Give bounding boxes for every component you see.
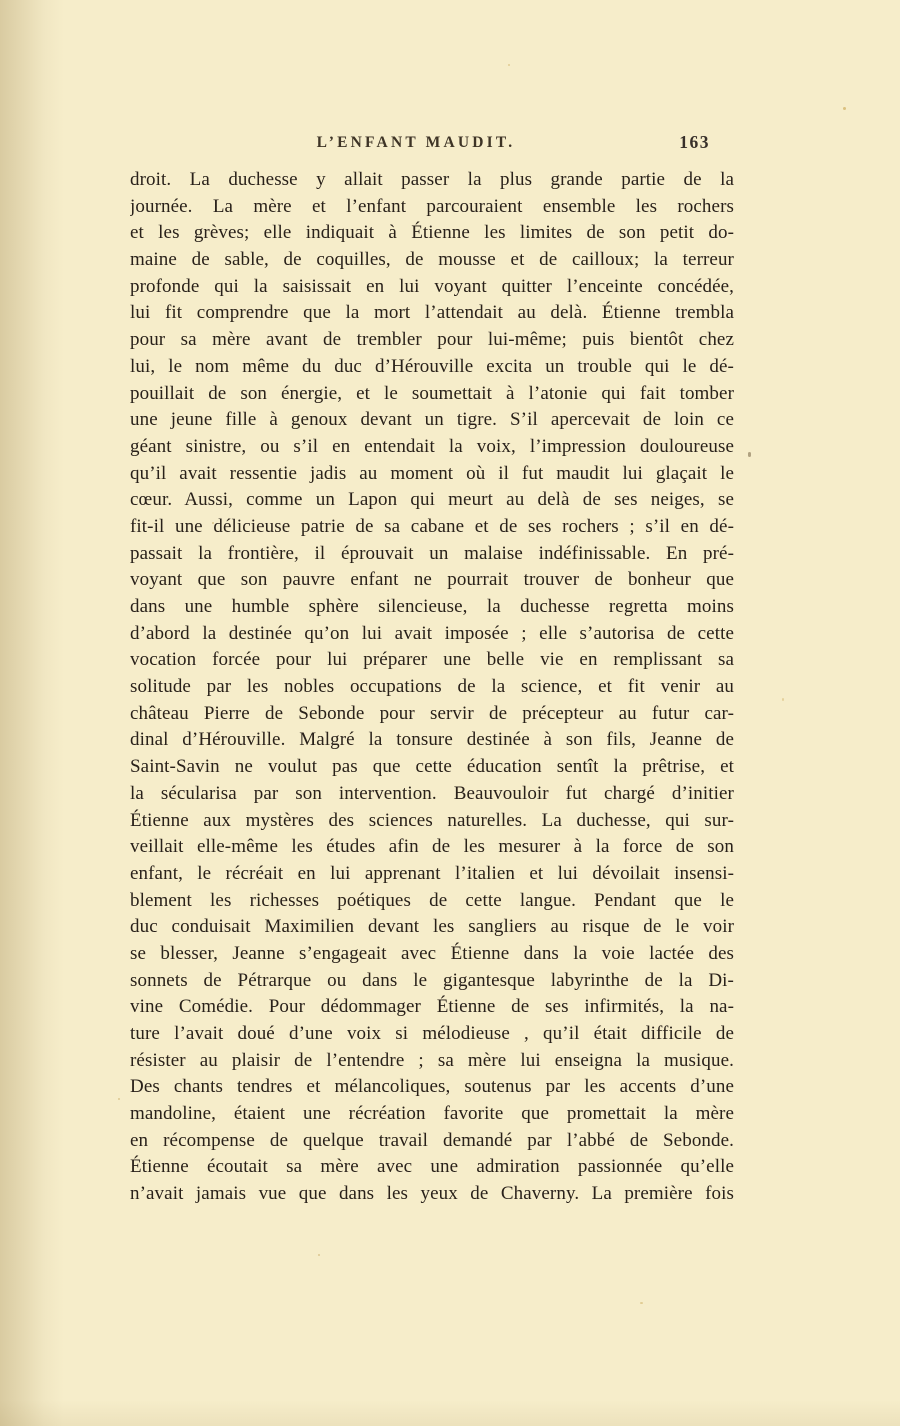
text-line: Étienne écoutait sa mère avec une admiration passionnée qu’elle [130,1156,734,1178]
text-line: lui, le nom même du duc d’Hérouville excita un trouble qui le dé- [130,355,734,377]
bottom-shadow [0,1400,900,1426]
text-line: enfant, le récréait en lui apprenant l’italien et lui dévoilait insensi- [130,862,734,884]
text-line: dans une humble sphère silencieuse, la duchesse regretta moins [130,596,734,617]
header-title: L’ENFANT MAUDIT. [316,134,516,151]
text-line: cœur. Aussi, comme un Lapon qui meurt au delà de ses neiges, se [130,489,734,511]
text-line: château Pierre de Sebonde pour servir de précepteur au futur car- [130,702,734,724]
text-line: mandoline, étaient une récréation favorite que promettait la mère [130,1103,734,1125]
text-line: d’abord la destinée qu’on lui avait imposée ; elle s’autorisa de cette [130,622,734,644]
paper-speck [118,1098,120,1100]
text-line: journée. La mère et l’enfant parcouraient ensemble les rochers [130,195,734,217]
text-line: ture l’avait doué d’une voix si mélodieuse , qu’il était difficile de [130,1023,734,1044]
ink-mark [748,452,751,457]
page-number: 163 [679,132,710,152]
text-line: Étienne aux mystères des sciences naturelles. La duchesse, qui sur- [130,809,734,831]
paper-speck [640,1302,643,1304]
text-line: droit. La duchesse y allait passer la plus grande partie de la [130,169,734,190]
text-line: la sécularisa par son intervention. Beauvouloir fut chargé d’initier [130,782,734,804]
text-line: géant sinistre, ou s’il en entendait la voix, l’impression douloureuse [130,435,734,457]
text-line: vine Comédie. Pour dédommager Étienne de ses infirmités, la na- [130,996,734,1018]
paper-speck [508,64,510,66]
text-line: blement les richesses poétiques de cette langue. Pendant que le [130,889,734,911]
paper-speck [843,107,846,110]
text-line: n’avait jamais vue que dans les yeux de Chaverny. La première fois [130,1183,734,1205]
text-line: en récompense de quelque travail demandé par l’abbé de Sebonde. [130,1129,734,1151]
text-line: maine de sable, de coquilles, de mousse et de cailloux; la terreur [130,249,734,271]
text-line: qu’il avait ressentie jadis au moment où il fut maudit lui glaçait le [130,462,734,484]
text-line: duc conduisait Maximilien devant les sangliers au risque de le voir [130,916,734,938]
text-line: lui fit comprendre que la mort l’attendait au delà. Étienne trembla [130,302,734,324]
text-line: solitude par les nobles occupations de la science, et fit venir au [130,676,734,698]
scan-edge-shadow [0,0,64,1426]
text-line: vocation forcée pour lui préparer une belle vie en remplissant sa [130,649,734,671]
text-line: une jeune fille à genoux devant un tigre. S’il apercevait de loin ce [130,409,734,431]
paper-speck [782,698,784,701]
text-line: se blesser, Jeanne s’engageait avec Étienne dans la voie lactée des [130,942,734,964]
text-line: Saint-Savin ne voulut pas que cette éducation sentît la prêtrise, et [130,756,734,778]
text-line: sonnets de Pétrarque ou dans le gigantesque labyrinthe de la Di- [130,969,734,991]
text-line: profonde qui la saisissait en lui voyant quitter l’enceinte concédée, [130,275,734,297]
text-line: Des chants tendres et mélancoliques, soutenus par les accents d’une [130,1076,734,1098]
text-line: dinal d’Hérouville. Malgré la tonsure destinée à son fils, Jeanne de [130,729,734,751]
paper-speck [318,1254,320,1256]
text-line: pour sa mère avant de trembler pour lui-même; puis bientôt chez [130,329,734,351]
text-line: fit-il une délicieuse patrie de sa cabane et de ses rochers ; s’il en dé- [130,515,734,537]
text-line: et les grèves; elle indiquait à Étienne les limites de son petit do- [130,222,734,244]
text-line: veillait elle-même les études afin de les mesurer à la force de son [130,836,734,858]
text-line: voyant que son pauvre enfant ne pourrait trouver de bonheur que [130,569,734,591]
text-block [130,167,734,1208]
text-line: résister au plaisir de l’entendre ; sa mère lui enseigna la musique. [130,1049,734,1071]
running-header [130,134,734,158]
text-line: passait la frontière, il éprouvait un malaise indéfinissable. En pré- [130,542,734,564]
text-line: pouillait de son énergie, et le soumettait à l’atonie qui fait tomber [130,382,734,404]
